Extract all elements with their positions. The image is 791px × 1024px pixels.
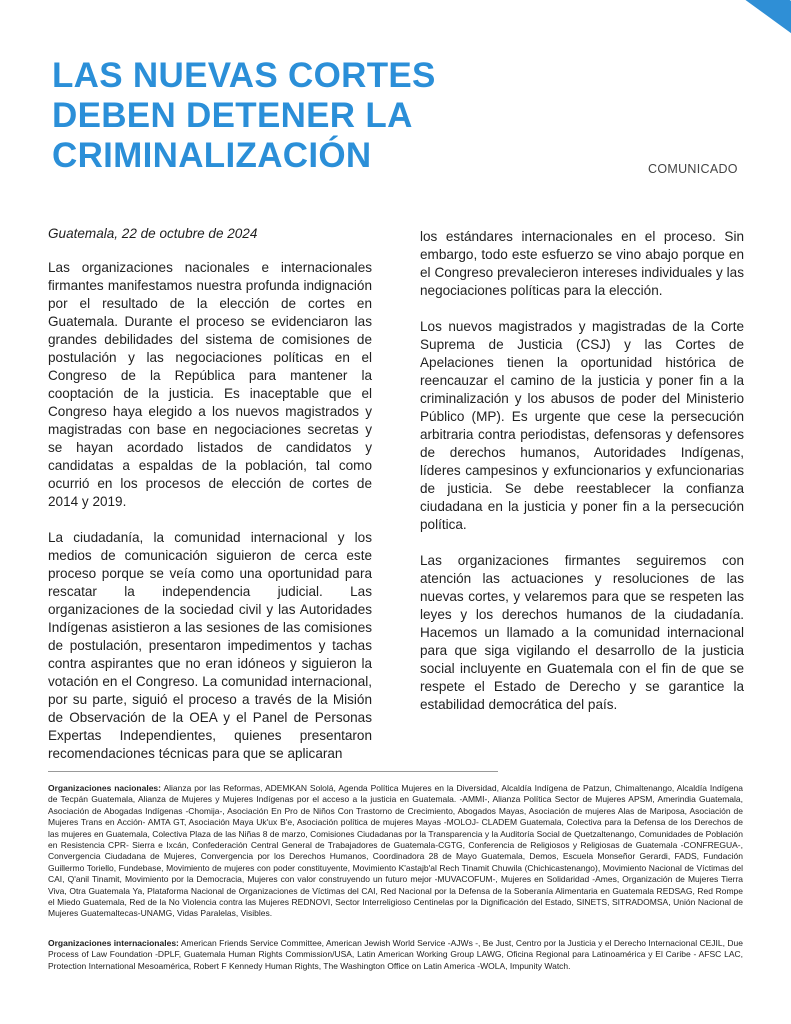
document-type-label: COMUNICADO	[648, 162, 738, 176]
corner-decoration	[701, 0, 791, 70]
page-title	[52, 56, 592, 176]
document-date: Guatemala, 22 de octubre de 2024	[48, 226, 258, 241]
national-signatories-list: Alianza por las Reformas, ADEMKAN Sololá, Agenda Política Mujeres en la Diversidad, Alcaldía Indígena de Patzun, Chimaltenango, Alcaldía Indígena de Tecpán Guatemala, Alianza de Mujeres y Mujeres Indígenas por el acceso a la justicia en Guatemala. -AMMI-, Alianza Política Sector de Mujeres APSM, Amerindia Guatemala, Asociación de Abogadas Indígenas -Chomija-, Asociación En Pro de Niños Con Trastorno de Crecimiento, Abogados Mayas, Asociación de mujeres Alas de Mariposa, Asociación de Mujeres Trans en Acción- AMTA GT, Asociación Maya Uk'ux B'e, Asociación política de mujeres Mayas -MOLOJ- CLADEM Guatemala, Colectiva para la Defensa de los Derechos de las mujeres en Guatemala, Colectiva Plaza de las Niñas 8 de marzo, Comisiones Ciudadanas por la Transparencia y la Auditoría Social de Quetzaltenango, Comunidades de Población en Resistencia CPR- Sierra e Ixcán, Confederación Central General de Trabajadores de Guatemala-CGTG, Conferencia de Religiosos y Religiosas de Guatemala -CONFREGUA-, Convergencia Ciudadana de Mujeres, Convergencia por los Derechos Humanos, Coordinadora 28 de Mayo Guatemala, Demos, Escuela Monseñor Gerardi, FADS, Fundación Guillermo Toriello, Fundebase, Movimiento de mujeres con poder constituyente, Movimiento K'astajb'al Rech Tinamit Chuwila (Chichicastenango), Movimiento Nacional de Víctimas del CAI, Q'anil Tinamit, Movimiento por la Democracia, Mujeres con valor construyendo un futuro mejor -MUVACOFUM-, Mujeres en Solidaridad -Ames, Organización de Mujeres Tierra Viva, Otra Guatemala Ya, Plataforma Nacional de Organizaciones de Víctimas del CAI, Red Nacional por la Defensa de la Soberanía Alimentaria en Guatemala REDSAG, Red Rompe el Miedo Guatemala, Red de la No Violencia contra las Mujeres REDNOVI, Sector Interreligioso Centinelas por la Dignificación del Estado, SINETS, SITRADOMSA, Unión Nacional de Mujeres Guatemaltecas-UNAMG, Vidas Paralelas, Visibles.	[48, 783, 743, 919]
national-signatories	[48, 783, 743, 920]
title-line-2: DEBEN DETENER LA	[52, 96, 413, 135]
title-line-3: CRIMINALIZACIÓN	[52, 136, 372, 175]
paragraph-2: La ciudadanía, la comunidad internacional y los medios de comunicación siguieron de cerca este proceso porque se veía como una oportunidad para rescatar la independencia judicial. Las organizaciones de la sociedad civil y las Autoridades Indígenas asistieron a las sesiones de las comisiones de postulación, presentaron impedimentos y tachas contra aspirantes que no eran idóneos y siguieron la votación en el Congreso. La comunidad internacional, por su parte, siguió el proceso a través de la Misión de Observación de la OEA y el Panel de Personas Expertas Independientes, quienes presentaron recomendaciones técnicas para que se aplicaran	[48, 530, 372, 761]
paragraph-1: Las organizaciones nacionales e internacionales firmantes manifestamos nuestra profunda indignación por el resultado de la elección de cortes en Guatemala. Durante el proceso se evidenciaron las grandes debilidades del sistema de comisiones de postulación y las negociaciones políticas en el Congreso de la República para mantener la cooptación de la justicia. Es inaceptable que el Congreso haya elegido a los nuevos magistrados y magistradas con base en negociaciones secretas y se hayan acordado listados de candidatos y candidatas a espaldas de la población, tal como ocurrió en los procesos de elección de cortes de 2014 y 2019.	[48, 260, 372, 509]
international-signatories	[48, 938, 743, 972]
right-column	[420, 228, 744, 732]
paragraph-5: Las organizaciones firmantes seguiremos con atención las actuaciones y resoluciones de las nuevas cortes, y velaremos para que se respeten las leyes y los derechos humanos de la ciudadanía. Hacemos un llamado a la comunidad internacional para que siga vigilando el desarrollo de la justicia social incluyente en Guatemala con el fin de que se respete el Estado de Derecho y se garantice la estabilidad democrática del país.	[420, 553, 744, 712]
left-column	[48, 225, 372, 781]
paragraph-3: los estándares internacionales en el proceso. Sin embargo, todo este esfuerzo se vino abajo porque en el Congreso prevalecieron intereses individuales y las negociaciones políticas para la elección.	[420, 229, 744, 298]
international-signatories-list: American Friends Service Committee, American Jewish World Service -AJWs -, Be Just, Centro por la Justicia y el Derecho Internacional CEJIL, Due Process of Law Foundation -DPLF, Guatemala Human Rights Commission/USA, Latin American Working Group LAWG, Oficina Regional para Latinoamérica y El Caribe - AFSC LAC, Protection International Mesoamérica, Robert F Kennedy Human Rights, The Washington Office on Latin America -WOLA, Impunity Watch.	[48, 938, 743, 971]
international-signatories-label: Organizaciones internacionales:	[48, 938, 179, 948]
paragraph-4: Los nuevos magistrados y magistradas de la Corte Suprema de Justicia (CSJ) y las Cortes de Apelaciones tienen la oportunidad histórica de reencauzar el camino de la justicia y poner fin a la criminalización y los abusos de poder del Ministerio Público (MP). Es urgente que cese la persecución arbitraria contra periodistas, defensoras y defensores de derechos humanos, Autoridades Indígenas, líderes campesinos y exfuncionarios y exfuncionarias de justicia. Se debe reestablecer la confianza ciudadana en la justicia y poner fin a la persecución política.	[420, 319, 744, 532]
section-divider	[48, 771, 498, 772]
national-signatories-label: Organizaciones nacionales:	[48, 783, 161, 793]
corner-band-blue	[719, 0, 791, 70]
title-line-1: LAS NUEVAS CORTES	[52, 56, 436, 95]
